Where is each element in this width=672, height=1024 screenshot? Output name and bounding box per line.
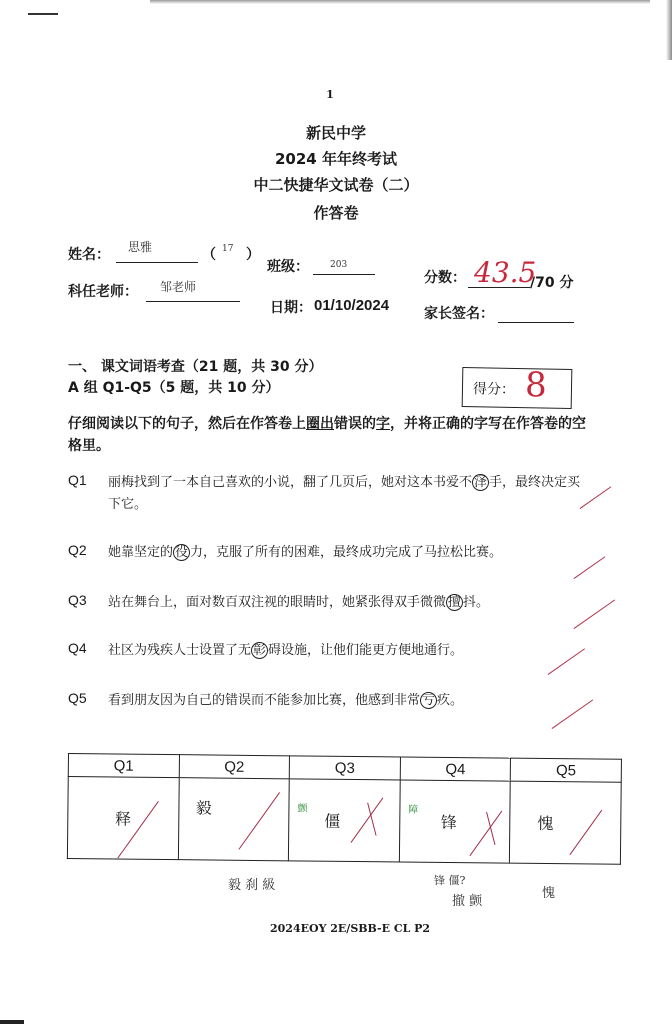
circled-char: 彰 [253, 643, 267, 658]
name-value: 思雅 [128, 240, 153, 254]
section-score-box [462, 367, 573, 409]
circled-char: 泽 [474, 475, 488, 490]
section-score-value: 8 [524, 365, 548, 406]
correction-text: 障 [408, 804, 419, 816]
index-value: 17 [222, 244, 234, 254]
q-text: 丽梅找到了一本自己喜欢的小说，翻了几页后，她对这本书爱不 [108, 475, 473, 490]
teacher-line [146, 301, 240, 302]
paren-close: ） [246, 247, 260, 263]
instr-part: 错误的 [334, 416, 376, 432]
class-label: 班级： [267, 259, 309, 275]
q-text: 社区为残疾人士设置了无 [108, 643, 252, 658]
date-value: 01/10/2024 [314, 297, 390, 314]
instr-underline: 圈出 [306, 416, 334, 432]
paren-open: （ [202, 247, 216, 263]
scribble-q3q4-line2: 撤 颤 [452, 894, 483, 909]
answer-text: 锋 [440, 812, 457, 833]
answer-cell-q5[interactable] [510, 781, 621, 864]
section-title: 一、 课文词语考查（21 题，共 30 分） [68, 359, 323, 375]
teacher-label: 科任老师： [68, 284, 138, 300]
scan-edge [666, 0, 672, 60]
cross-mark [469, 811, 502, 856]
parent-signature-label: 家长签名： [424, 306, 494, 322]
table-header: Q5 [511, 758, 622, 782]
name-label: 姓名： [68, 247, 110, 263]
paper-title: 中二快捷华文试卷（二） [253, 176, 419, 194]
instr-part: ，并将正确的字写在作答卷的空格里。 [68, 416, 586, 454]
cross-mark [486, 812, 496, 845]
exam-title: 2024 年年终考试 [275, 150, 397, 168]
teacher-value: 邹老师 [160, 280, 197, 294]
school-name: 新民中学 [305, 124, 366, 142]
corner-mark [28, 13, 58, 15]
question-text [108, 542, 608, 564]
page-number: 1 [326, 88, 334, 101]
question-text [108, 640, 608, 662]
score-value: 43.5 [474, 256, 537, 289]
question-number: Q1 [68, 472, 87, 488]
footer-code: 2024EOY 2E/SBB-E CL P2 [270, 922, 431, 935]
answer-text: 愧 [537, 813, 554, 834]
scan-shadow [150, 0, 650, 4]
question-number: Q4 [68, 640, 87, 656]
q-text: 力，克服了所有的困难，最终成功完成了马拉松比赛。 [190, 545, 503, 560]
scribble-q3q4-line1: 锋 僵? [434, 874, 466, 887]
score-label: 分数： [424, 270, 466, 286]
class-value: 203 [330, 260, 348, 270]
table-header: Q1 [68, 754, 179, 778]
date-label: 日期： [270, 300, 312, 316]
answer-cell-q3[interactable] [289, 779, 400, 862]
q-text: 她靠坚定的 [108, 545, 174, 560]
scribble-q2: 毅 刹 級 [228, 878, 276, 893]
correction-text: 颤 [297, 803, 308, 815]
corner-mark-bottom [0, 1020, 24, 1024]
instructions [68, 413, 598, 457]
score-total: /70 分 [530, 275, 574, 291]
answer-text: 释 [114, 809, 132, 829]
table-header: Q3 [289, 756, 400, 780]
circled-char: 擅 [448, 595, 462, 610]
table-header: Q4 [400, 757, 511, 781]
class-line [313, 274, 375, 275]
instr-part: 仔细阅读以下的句子，然后在作答卷上 [68, 416, 306, 432]
answer-cell-q4[interactable] [399, 780, 510, 863]
question-number: Q5 [68, 690, 87, 706]
sheet-type: 作答卷 [313, 204, 359, 222]
question-text [108, 592, 618, 614]
name-line [116, 262, 198, 263]
section-score-label: 得分： [472, 381, 516, 398]
q-text: 碍设施，让他们能更方便地通行。 [268, 643, 464, 658]
scribble-q5: 愧 [542, 886, 556, 901]
answer-cell-q2[interactable] [178, 778, 289, 861]
q-text: 手，最终决定买下它。 [108, 475, 581, 512]
tick-mark [570, 810, 603, 855]
question-number: Q3 [68, 592, 87, 608]
answer-text: 毅 [195, 798, 212, 818]
answer-table [67, 753, 622, 865]
table-header: Q2 [179, 755, 290, 779]
q-text: 抖。 [463, 595, 490, 610]
tick-mark [238, 792, 280, 850]
circled-char: 役 [175, 545, 189, 560]
section-subtitle: A 组 Q1-Q5（5 题，共 10 分） [68, 380, 280, 396]
instr-underline: 字 [376, 416, 390, 432]
parent-signature-line [498, 322, 574, 323]
question-text [108, 472, 588, 516]
q-text: 疚。 [437, 693, 464, 708]
q-text: 站在舞台上，面对数百双注视的眼睛时，她紧张得双手微微 [108, 595, 447, 610]
answer-text: 僵 [324, 811, 341, 831]
answer-cell-q1[interactable] [67, 777, 178, 860]
q-text: 看到朋友因为自己的错误而不能参加比赛，他感到非常 [108, 693, 421, 708]
circled-char: 亏 [422, 693, 436, 708]
question-number: Q2 [68, 542, 87, 558]
question-text [108, 690, 608, 712]
